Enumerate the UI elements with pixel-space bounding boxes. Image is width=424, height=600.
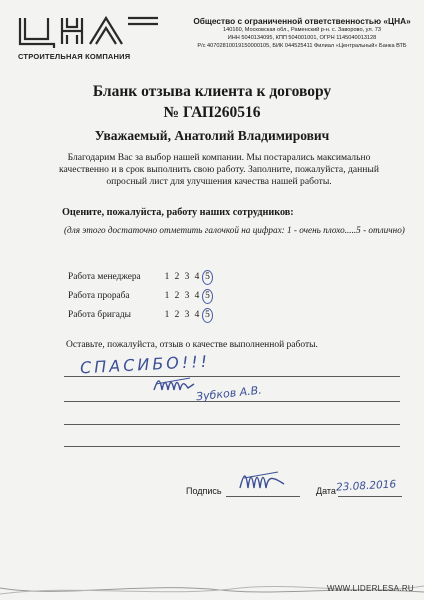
rating-option[interactable]: 2 bbox=[174, 291, 180, 301]
rating-heading: Оцените, пожалуйста, работу наших сотрудников: bbox=[62, 207, 294, 218]
rating-scale bbox=[162, 310, 213, 323]
feedback-line-3 bbox=[64, 424, 400, 425]
rating-option[interactable]: 5 bbox=[202, 289, 213, 304]
company-logo bbox=[14, 14, 164, 61]
greeting: Уважаемый, Анатолий Владимирович bbox=[94, 128, 330, 143]
feedback-line-1 bbox=[64, 376, 400, 377]
rating-label: Работа прораба bbox=[68, 291, 130, 301]
signature-line bbox=[226, 496, 300, 497]
footer-url: WWW.LIDERLESA.RU bbox=[326, 584, 414, 593]
rating-option[interactable]: 1 bbox=[164, 272, 170, 282]
rating-option[interactable]: 1 bbox=[164, 291, 170, 301]
rating-label: Работа бригады bbox=[68, 310, 131, 320]
rating-option[interactable]: 4 bbox=[194, 310, 200, 320]
rating-option[interactable]: 5 bbox=[202, 270, 213, 285]
footer bbox=[0, 580, 424, 600]
logo-subtitle: СТРОИТЕЛЬНАЯ КОМПАНИЯ bbox=[18, 52, 131, 61]
feedback-line-4 bbox=[64, 446, 400, 447]
rating-option[interactable]: 2 bbox=[174, 310, 180, 320]
company-address: 140160, Московская обл., Раменский р-н. с. Заворово, ул. 73 bbox=[223, 27, 381, 33]
signature-label: Подпись bbox=[186, 486, 222, 496]
date-line bbox=[338, 496, 402, 497]
rating-hint: (для этого достаточно отметить галочкой на цифрах: 1 - очень плохо.....5 - отлично) bbox=[64, 225, 405, 235]
rating-scale bbox=[162, 291, 213, 304]
rating-option[interactable]: 3 bbox=[184, 310, 190, 320]
rating-row bbox=[68, 291, 213, 304]
rating-label: Работа менеджера bbox=[68, 272, 141, 282]
signature-icon bbox=[236, 464, 288, 496]
feedback-author: Зубков А.В. bbox=[195, 383, 263, 404]
handwritten-feedback: СПАСИБО!!! bbox=[79, 351, 211, 378]
rating-option[interactable]: 1 bbox=[164, 310, 170, 320]
rating-option[interactable]: 3 bbox=[184, 272, 190, 282]
rating-option[interactable]: 4 bbox=[194, 272, 200, 282]
date-label: Дата bbox=[316, 486, 336, 496]
date-value: 23.08.2016 bbox=[335, 478, 397, 494]
feedback-heading: Оставьте, пожалуйста, отзыв о качестве выполненной работы. bbox=[66, 340, 318, 350]
rating-scale bbox=[162, 272, 213, 285]
company-ids: ИНН 5040134095, КПП 504001001, ОГРН 1145040013128 bbox=[227, 35, 377, 41]
rating-row bbox=[68, 310, 213, 323]
company-bank: Р/с 40702810019150000105, БИК 044525411 Филиал «Центральный» Банка ВТБ bbox=[197, 43, 407, 49]
form-title: Бланк отзыва клиента к договору bbox=[92, 83, 332, 100]
company-details bbox=[188, 16, 416, 50]
contract-number: № ГАП260516 bbox=[163, 104, 261, 121]
rating-option[interactable]: 5 bbox=[202, 308, 213, 323]
rating-row bbox=[68, 272, 213, 285]
logo-mark-icon bbox=[14, 14, 164, 50]
company-name: Общество с ограниченной ответственностью «ЦНА» bbox=[193, 16, 411, 26]
rating-option[interactable]: 3 bbox=[184, 291, 190, 301]
rating-option[interactable]: 2 bbox=[174, 272, 180, 282]
intro-text: Благодарим Вас за выбор нашей компании. Мы постарались максимально качественно и в срок выполнить свою работу. Заполните, пожалуйста, данный опросный лист для улучшения качества нашей работы. bbox=[59, 152, 379, 187]
handwritten-signature-icon bbox=[150, 372, 198, 400]
rating-option[interactable]: 4 bbox=[194, 291, 200, 301]
feedback-line-2 bbox=[64, 401, 400, 402]
